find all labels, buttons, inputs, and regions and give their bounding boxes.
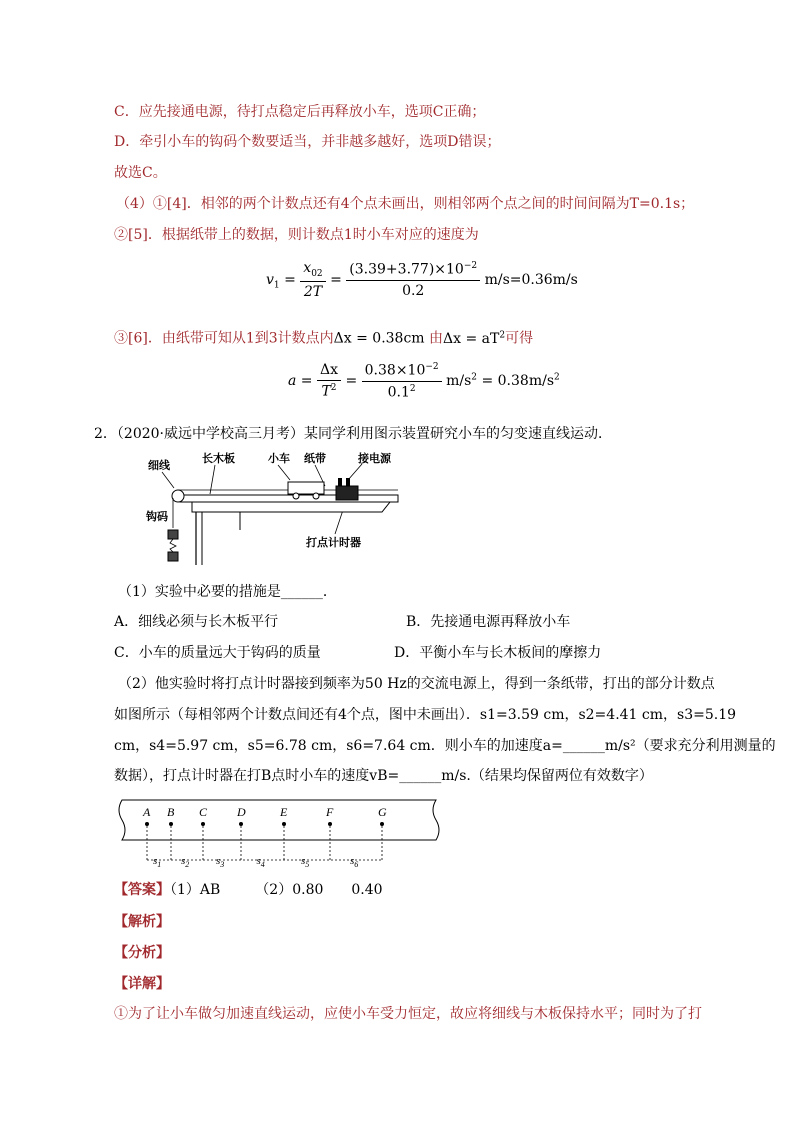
tape-point-label: E [280,805,288,819]
tape-point-dot [145,822,149,826]
eq1-f1-num-sub: 02 [311,268,323,279]
eq2-result-exp: 2 [554,372,560,383]
eq1-lhs: v [266,271,274,288]
eq2-f1-den-exp: 2 [330,383,337,394]
solution-line-d: D．牵引小车的钩码个数要适当，并非越多越好，选项D错误； [114,134,501,150]
part4-line1 [116,194,694,214]
eq1-f1-den: 2T [303,283,323,300]
option-d: D．平衡小车与长木板间的摩擦力 [394,645,602,661]
option-a: A．细线必须与长木板平行 [114,614,279,630]
label-car: 小车 [268,452,290,465]
part2-line-1: （2）他实验时将打点计时器接到频率为50 Hz的交流电源上，得到一条纸带，打出的部分计数点 [118,676,715,692]
eq2-f1-num: Δx [317,362,341,381]
part4-line3-b: Δx = 0.38cm [333,330,425,347]
tape-point-label: C [199,805,208,819]
part4-line3-d: Δx = aT [443,330,500,347]
tape-point-dot [201,822,205,826]
part4-line3-a: ③[6]．由纸带可知从1到3计数点内 [114,330,334,347]
part4-line3-d-exp: 2 [499,330,506,340]
question2-title: 2．（2020·威远中学校高三月考）某同学利用图示装置研究小车的匀变速直线运动． [94,426,612,442]
tape-point-dot [239,822,243,826]
eq1-f2-den: 0.2 [402,282,425,299]
eq1-f2-num: (3.39+3.77)×10 [349,261,464,278]
eq2-f2-den-exp: 2 [409,383,416,394]
tape-point-label: F [326,805,334,819]
answer-label: 【答案】 [114,882,170,898]
tape-segment-label: $s_5$ [301,855,310,869]
detail-line: ①为了让小车做匀加速直线运动，应使小车受力恒定，故应将细线与木板保持水平；同时为了打 [114,1006,702,1022]
part4-line1-value: T=0.1s； [629,196,695,212]
analysis-label: 【解析】 [114,914,170,930]
answer-text: （1）AB （2）0.80 0.40 [170,882,383,898]
eq2-f1-den: T [321,383,331,400]
part4-line2: ②[5]．根据纸带上的数据，则计数点1时小车对应的速度为 [114,227,479,243]
tape-point-dot [380,822,384,826]
acceleration-equation: a = $\frac{\Delta x}{T^2}$ = $\frac{0.38\times 10^{-2}}{0.1^2}$ $m/s^2 = 0.38m/s^2$ [288,362,560,401]
eq1-f1-num: x [303,260,312,276]
eq2-f2-den: 0.1 [387,384,410,401]
apparatus-figure [140,450,400,575]
label-weight: 钩码 [146,510,168,523]
option-b: B．先接通电源再释放小车 [406,614,571,630]
answer-line [114,880,383,900]
eq1-lhs-sub: 1 [273,280,280,291]
solution-choose: 故选C。 [114,165,167,181]
paper-tape-figure [114,796,444,874]
tape-point-label: A [143,805,151,819]
tape-segment-label: $s_6$ [350,855,359,869]
detail-label: 【详解】 [114,976,170,992]
option-c: C．小车的质量远大于钩码的质量 [114,645,321,661]
eq2-fraction-2 [362,362,442,400]
label-power: 接电源 [358,452,391,465]
tape-point-label: B [167,805,175,819]
eq2-f2-num: 0.38×10 [364,362,426,379]
label-timer: 打点计时器 [306,536,361,549]
part2-line-3: cm，s4=5.97 cm，s5=6.78 cm，s6=7.64 cm．则小车的加速度a=______m/s²（要求充分利用测量的 [114,738,776,754]
tape-point-dot [282,822,286,826]
solution-line-c: C．应先接通电源，待打点稳定后再释放小车，选项C正确； [114,104,486,120]
tape-point-dot [169,822,173,826]
tape-segment-label: $s_1$ [153,855,162,869]
label-wire: 细线 [148,459,170,472]
eq2-unit-exp: 2 [471,372,478,383]
part4-line1-text: （4）①[4]．相邻的两个计数点还有4个点未画出，则相邻两个点之间的时间间隔为 [116,196,630,212]
eq1-result: m/s=0.36m/s [484,271,578,288]
tape-segment-label: $s_3$ [216,855,225,869]
eq2-f2-num-exp: −2 [425,362,439,372]
eq2-lhs: a = [288,373,313,390]
label-board: 长木板 [202,452,235,465]
tape-point-label: G [378,805,387,819]
tape-point-label: D [237,805,246,819]
tape-segments [153,855,358,869]
tape-segment-label: $s_4$ [256,855,265,869]
part2-line-2: 如图所示（每相邻两个计数点间还有4个点，图中未画出）．s1=3.59 cm，s2=4.41 cm，s3=5.19 [114,707,737,723]
part1-question: （1）实验中必要的措施是______． [118,584,337,600]
label-tape: 纸带 [304,452,326,465]
eq2-fraction-1 [317,362,341,400]
eq1-fraction-1 [300,260,325,300]
part4-line3-c: 由 [429,330,444,347]
eq2-unit: m/s [446,373,472,390]
eq1-f2-num-exp: −2 [463,261,478,272]
eq2-result: = 0.38m/s [481,373,554,390]
eq1-fraction-2 [346,261,480,299]
part2-line-4: 数据），打点计时器在打B点时小车的速度vB=______m/s.（结果均保留两位有效数字） [114,768,653,784]
fenxi-label: 【分析】 [114,945,170,961]
tape-segment-label: $s_2$ [181,855,190,869]
part4-line3 [114,325,533,349]
part4-line3-e: 可得 [505,330,534,347]
tape-point-dot [328,822,332,826]
velocity-equation: $v_1$ = $\frac{x_{02}}{2T}$ = $\frac{(3.39+3.77)\times 10^{-2}}{0.2}$ m/s=0.36m/s [266,260,578,300]
